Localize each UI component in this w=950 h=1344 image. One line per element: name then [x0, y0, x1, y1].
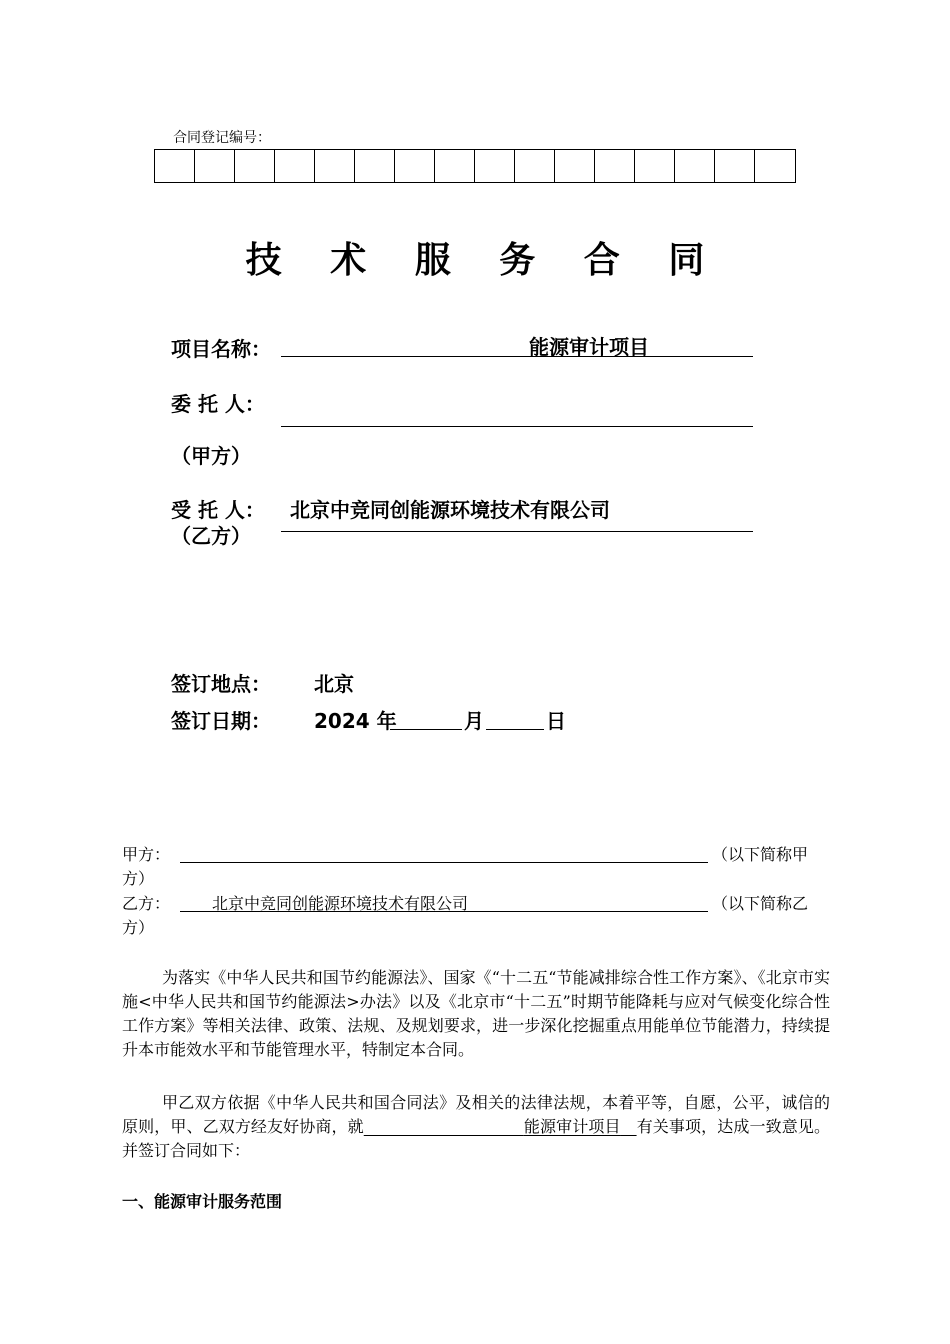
client-label: 委 托 人：	[171, 392, 265, 416]
registration-cell	[395, 150, 435, 182]
contractor-field	[281, 531, 753, 532]
registration-cell	[235, 150, 275, 182]
date-day-blank	[486, 729, 544, 730]
registration-cell	[675, 150, 715, 182]
registration-cell	[275, 150, 315, 182]
place-value: 北京	[314, 672, 354, 696]
paragraph-preamble: 为落实《中华人民共和国节约能源法》、国家《“十二五“节能减排综合性工作方案》、《北京市实施<中华人民共和国节约能源法>办法》以及《北京市“十二五”时期节能降耗与应对气候变化综合性工作方案》等相关法律、政策、法规、及规划要求，进一步深化挖掘重点用能单位节能潜力，持续提升本市能效水平和节能管理水平，特制定本合同。	[122, 968, 830, 1059]
date-label: 签订日期：	[171, 709, 271, 733]
project-name-value: 能源审计项目	[529, 335, 649, 359]
date-year: 2024 年	[314, 709, 397, 733]
registration-cell	[635, 150, 675, 182]
client-party-label: （甲方）	[171, 444, 251, 468]
paragraph-agreement-blank	[364, 1117, 524, 1136]
paragraph-agreement	[122, 1091, 830, 1163]
party-a-field	[180, 862, 708, 863]
party-a-suffix: （以下简称甲	[712, 845, 809, 864]
date-month-blank	[390, 729, 462, 730]
registration-number-grid	[154, 149, 796, 183]
registration-cell	[475, 150, 515, 182]
registration-cell	[195, 150, 235, 182]
paragraph-agreement-start: 甲乙双方依据《中华人民共和国合同法》及相关的法律法规，本着平等，自愿，公平，诚信的原则，甲、乙双方经友好协商，就	[122, 1093, 830, 1136]
paragraph-agreement-blank-2	[621, 1117, 637, 1136]
party-a-label: 甲方：	[122, 845, 171, 864]
registration-cell	[355, 150, 395, 182]
registration-cell	[515, 150, 555, 182]
registration-cell	[755, 150, 795, 182]
party-b-wrap: 方）	[122, 918, 155, 937]
contractor-label: 受 托 人：	[171, 498, 265, 522]
paragraph-agreement-project: 能源审计项目	[523, 1117, 621, 1136]
party-b-suffix: （以下简称乙	[712, 894, 809, 913]
registration-cell	[555, 150, 595, 182]
client-field	[281, 426, 753, 427]
place-label: 签订地点：	[171, 672, 271, 696]
registration-cell	[595, 150, 635, 182]
registration-cell	[155, 150, 195, 182]
document-title: 技 术 服 务 合 同	[245, 240, 723, 281]
registration-cell	[435, 150, 475, 182]
registration-cell	[715, 150, 755, 182]
party-a-wrap: 方）	[122, 869, 155, 888]
paragraph-agreement-end: 有关事项，达成一致意见。并签订合同如下：	[122, 1117, 830, 1160]
party-b-label: 乙方：	[122, 894, 171, 913]
contractor-party-label: （乙方）	[171, 524, 251, 548]
registration-cell	[315, 150, 355, 182]
contractor-value: 北京中竞同创能源环境技术有限公司	[290, 498, 610, 522]
registration-label: 合同登记编号：	[173, 130, 271, 146]
section-1-heading: 一、能源审计服务范围	[122, 1192, 283, 1211]
date-month: 月	[464, 709, 484, 733]
project-name-label: 项目名称：	[171, 337, 271, 361]
date-day: 日	[546, 709, 566, 733]
party-b-value: 北京中竞同创能源环境技术有限公司	[212, 894, 469, 913]
project-name-field	[281, 331, 753, 357]
